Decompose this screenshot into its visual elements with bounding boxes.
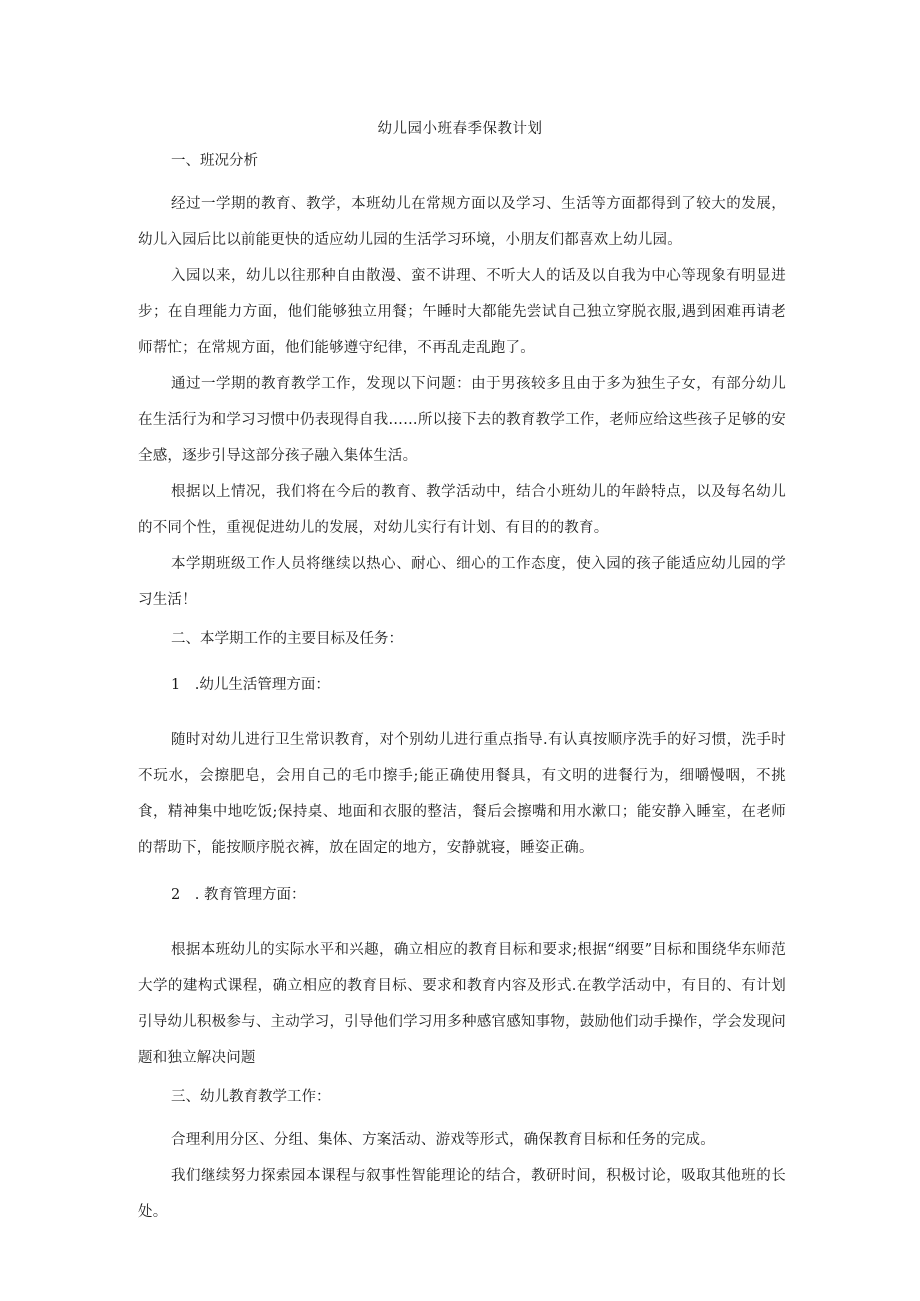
section2-heading: 二、本学期工作的主要目标及任务： — [171, 631, 403, 647]
document-title: 幼儿园小班春季保教计划 — [377, 121, 543, 137]
section2-sub1-paragraph: 随时对幼儿进行卫生常识教育，对个别幼儿进行重点指导.有认真按顺序洗手的好习惯，洗手时不玩水，会擦肥皂，会用自己的毛巾擦手;能正确使用餐具，有文明的进餐行为，细嚼慢咽，不挑食，精神集中地吃饭;保持桌、地面和衣服的整洁，餐后会擦嘴和用水漱口；能安静入睡室，在老师的帮助下，能按顺序脱衣裤，放在固定的地方，安静就寝，睡姿正确。 — [138, 732, 786, 856]
section1-paragraph-2: 入园以来，幼儿以往那种自由散漫、蛮不讲理、不听大人的话及以自我为中心等现象有明显进步；在自理能力方面，他们能够独立用餐；午睡时大都能先尝试自己独立穿脱衣服,遇到困难再请老师帮忙；在常规方面，他们能够遵守纪律，不再乱走乱跑了。 — [138, 268, 786, 356]
section1-paragraph-3: 通过一学期的教育教学工作，发现以下问题：由于男孩较多且由于多为独生子女，有部分幼儿在生活行为和学习习惯中仍表现得自我……所以接下去的教育教学工作，老师应给这些孩子足够的安全感，逐步引导这部分孩子融入集体生活。 — [138, 376, 786, 464]
section3-paragraph-2: 我们继续努力探索园本课程与叙事性智能理论的结合，教研时间，积极讨论，吸取其他班的长处。 — [138, 1168, 786, 1220]
section2-sub2-paragraph: 根据本班幼儿的实际水平和兴趣，确立相应的教育目标和要求;根据“纲要”目标和围绕华东师范大学的建构式课程，确立相应的教育目标、要求和教育内容及形式.在教学活动中，有目的、有计划引导幼儿积极参与、主动学习，引导他们学习用多种感官感知事物，鼓励他们动手操作，学会发现问题和独立解决问题 — [138, 942, 786, 1066]
section1-heading: 一、班况分析 — [171, 153, 258, 169]
document-body — [138, 150, 786, 1230]
section3-heading: 三、幼儿教育教学工作： — [171, 1089, 331, 1105]
section1-paragraph-1: 经过一学期的教育、教学，本班幼儿在常规方面以及学习、生活等方面都得到了较大的发展，幼儿入园后比以前能更快的适应幼儿园的生活学习环境，小朋友们都喜欢上幼儿园。 — [138, 196, 786, 248]
section3-paragraph-1: 合理利用分区、分组、集体、方案活动、游戏等形式，确保教育目标和任务的完成。 — [171, 1132, 715, 1148]
section1-paragraph-4: 根据以上情况，我们将在今后的教育、教学活动中，结合小班幼儿的年龄特点，以及每名幼儿的不同个性，重视促进幼儿的发展，对幼儿实行有计划、有目的的教育。 — [138, 484, 786, 536]
section2-sub1-heading: 1 .幼儿生活管理方面： — [171, 677, 330, 693]
section2-sub2-heading: 2 . 教育管理方面： — [171, 887, 306, 903]
section1-paragraph-5: 本学期班级工作人员将继续以热心、耐心、细心的工作态度，使入园的孩子能适应幼儿园的学习生活！ — [138, 556, 786, 608]
